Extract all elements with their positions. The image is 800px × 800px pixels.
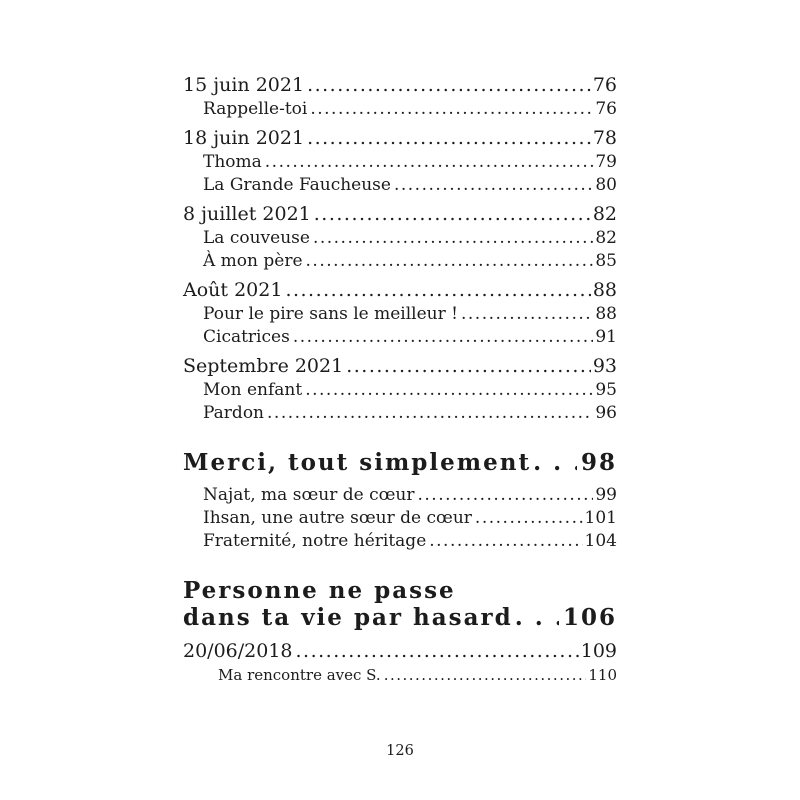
toc-entry bbox=[183, 278, 617, 303]
toc-entry-row bbox=[183, 278, 617, 303]
dot-leader bbox=[313, 227, 593, 250]
toc-entry-title: Mon enfant bbox=[203, 380, 303, 400]
toc-entry-title: Pardon bbox=[203, 403, 265, 423]
toc-entry bbox=[183, 484, 617, 507]
toc-entry-row bbox=[183, 402, 617, 425]
toc-entry bbox=[183, 126, 617, 151]
toc-entry-row bbox=[183, 639, 617, 664]
toc-entry-page-number: 91 bbox=[595, 327, 617, 347]
toc-entry-title: Rappelle-toi bbox=[203, 99, 308, 119]
toc-entry-page-number: 93 bbox=[592, 355, 617, 377]
toc-entry-page-number: 88 bbox=[592, 279, 617, 301]
toc-entry-title: Merci, tout simplement bbox=[183, 449, 532, 476]
toc-entry-row bbox=[183, 227, 617, 250]
dot-leader bbox=[285, 278, 590, 303]
dot-leader bbox=[515, 604, 559, 631]
toc-entry-title: Ihsan, une autre sœur de cœur bbox=[203, 508, 472, 528]
toc-entry-title: 20/06/2018 bbox=[183, 640, 293, 662]
toc-entry bbox=[183, 202, 617, 227]
toc-entry bbox=[183, 303, 617, 326]
dot-leader bbox=[461, 303, 593, 326]
dot-leader bbox=[307, 73, 591, 98]
toc-entry-page-number: 76 bbox=[595, 99, 617, 119]
toc-entry-page-number: 82 bbox=[595, 228, 617, 248]
page-number: 126 bbox=[386, 743, 414, 759]
toc-entry-title: La Grande Faucheuse bbox=[203, 175, 391, 195]
toc-entry-page-number: 106 bbox=[562, 604, 617, 631]
toc-entry-title: Pour le pire sans le meilleur ! bbox=[203, 304, 458, 324]
toc-entry-row bbox=[183, 449, 617, 476]
dot-leader bbox=[475, 507, 583, 530]
toc-entry-title: Août 2021 bbox=[183, 279, 283, 301]
toc-entry-row bbox=[183, 604, 617, 631]
toc-entry-page-number: 99 bbox=[595, 485, 617, 505]
toc-entry bbox=[183, 577, 617, 631]
toc-entry bbox=[183, 73, 617, 98]
dot-leader bbox=[533, 449, 577, 476]
toc-entry-title: dans ta vie par hasard bbox=[183, 604, 513, 631]
toc-entry bbox=[183, 326, 617, 349]
toc-entry-page-number: 85 bbox=[595, 251, 617, 271]
toc-entry-page-number: 80 bbox=[595, 175, 617, 195]
toc-entry bbox=[183, 250, 617, 273]
toc-entry-page-number: 96 bbox=[595, 403, 617, 423]
toc-entry-row bbox=[183, 151, 617, 174]
toc-entry-title: À mon père bbox=[203, 251, 303, 271]
toc-entry-title: Fraternité, notre héritage bbox=[203, 531, 427, 551]
dot-leader bbox=[296, 639, 579, 664]
toc-entry bbox=[183, 402, 617, 425]
toc-entry bbox=[183, 639, 617, 664]
dot-leader bbox=[305, 379, 593, 402]
toc-entry-row bbox=[183, 303, 617, 326]
toc-entry-page-number: 79 bbox=[595, 152, 617, 172]
toc-entry-title: Septembre 2021 bbox=[183, 355, 344, 377]
toc-entry-page-number: 95 bbox=[595, 380, 617, 400]
toc-entry-title: Thoma bbox=[203, 152, 262, 172]
dot-leader bbox=[314, 202, 591, 227]
page-footer bbox=[0, 742, 800, 760]
toc-entry-title-line: Personne ne passe bbox=[183, 577, 456, 604]
toc-entry bbox=[183, 379, 617, 402]
toc-entry-page-number: 82 bbox=[592, 203, 617, 225]
dot-leader bbox=[265, 151, 594, 174]
dot-leader bbox=[429, 530, 582, 553]
toc-entry bbox=[183, 449, 617, 476]
toc-entry-title: Ma rencontre avec S. bbox=[218, 666, 381, 684]
dot-leader bbox=[310, 98, 593, 121]
toc-entry bbox=[183, 507, 617, 530]
toc-entry bbox=[183, 354, 617, 379]
toc-entry-row bbox=[183, 484, 617, 507]
dot-leader bbox=[267, 402, 593, 425]
dot-leader bbox=[306, 250, 594, 273]
toc-entry-row bbox=[183, 664, 617, 687]
toc-entry-title: 15 juin 2021 bbox=[183, 74, 305, 96]
toc-entry-row bbox=[183, 202, 617, 227]
toc-entry-row bbox=[183, 507, 617, 530]
toc-entry-row bbox=[183, 250, 617, 273]
toc-entry-row bbox=[183, 354, 617, 379]
toc-entry-row bbox=[183, 379, 617, 402]
toc-entry-page-number: 109 bbox=[580, 640, 617, 662]
toc-entry-title: Cicatrices bbox=[203, 327, 290, 347]
table-of-contents bbox=[183, 68, 617, 687]
toc-entry bbox=[183, 530, 617, 553]
toc-entry-title: 18 juin 2021 bbox=[183, 127, 305, 149]
dot-leader bbox=[293, 326, 594, 349]
dot-leader bbox=[384, 664, 587, 687]
toc-entry-row bbox=[183, 174, 617, 197]
toc-entry bbox=[183, 98, 617, 121]
dot-leader bbox=[307, 126, 591, 151]
toc-entry-row bbox=[183, 126, 617, 151]
toc-entry-page-number: 104 bbox=[584, 531, 617, 551]
toc-entry bbox=[183, 174, 617, 197]
dot-leader bbox=[417, 484, 593, 507]
dot-leader bbox=[394, 174, 593, 197]
toc-entry-page-number: 88 bbox=[595, 304, 617, 324]
toc-entry bbox=[183, 664, 617, 687]
toc-entry bbox=[183, 151, 617, 174]
toc-entry-title: 8 juillet 2021 bbox=[183, 203, 311, 225]
toc-entry-row bbox=[183, 73, 617, 98]
toc-entry-row bbox=[183, 326, 617, 349]
toc-entry bbox=[183, 227, 617, 250]
toc-entry-page-number: 78 bbox=[592, 127, 617, 149]
toc-entry-page-number: 76 bbox=[592, 74, 617, 96]
toc-entry-page-number: 110 bbox=[588, 666, 617, 684]
toc-entry-page-number: 98 bbox=[580, 449, 617, 476]
toc-entry-row bbox=[183, 530, 617, 553]
toc-entry-title: La couveuse bbox=[203, 228, 310, 248]
toc-entry-title: Najat, ma sœur de cœur bbox=[203, 485, 415, 505]
dot-leader bbox=[346, 354, 591, 379]
toc-entry-row bbox=[183, 98, 617, 121]
toc-entry-page-number: 101 bbox=[584, 508, 617, 528]
